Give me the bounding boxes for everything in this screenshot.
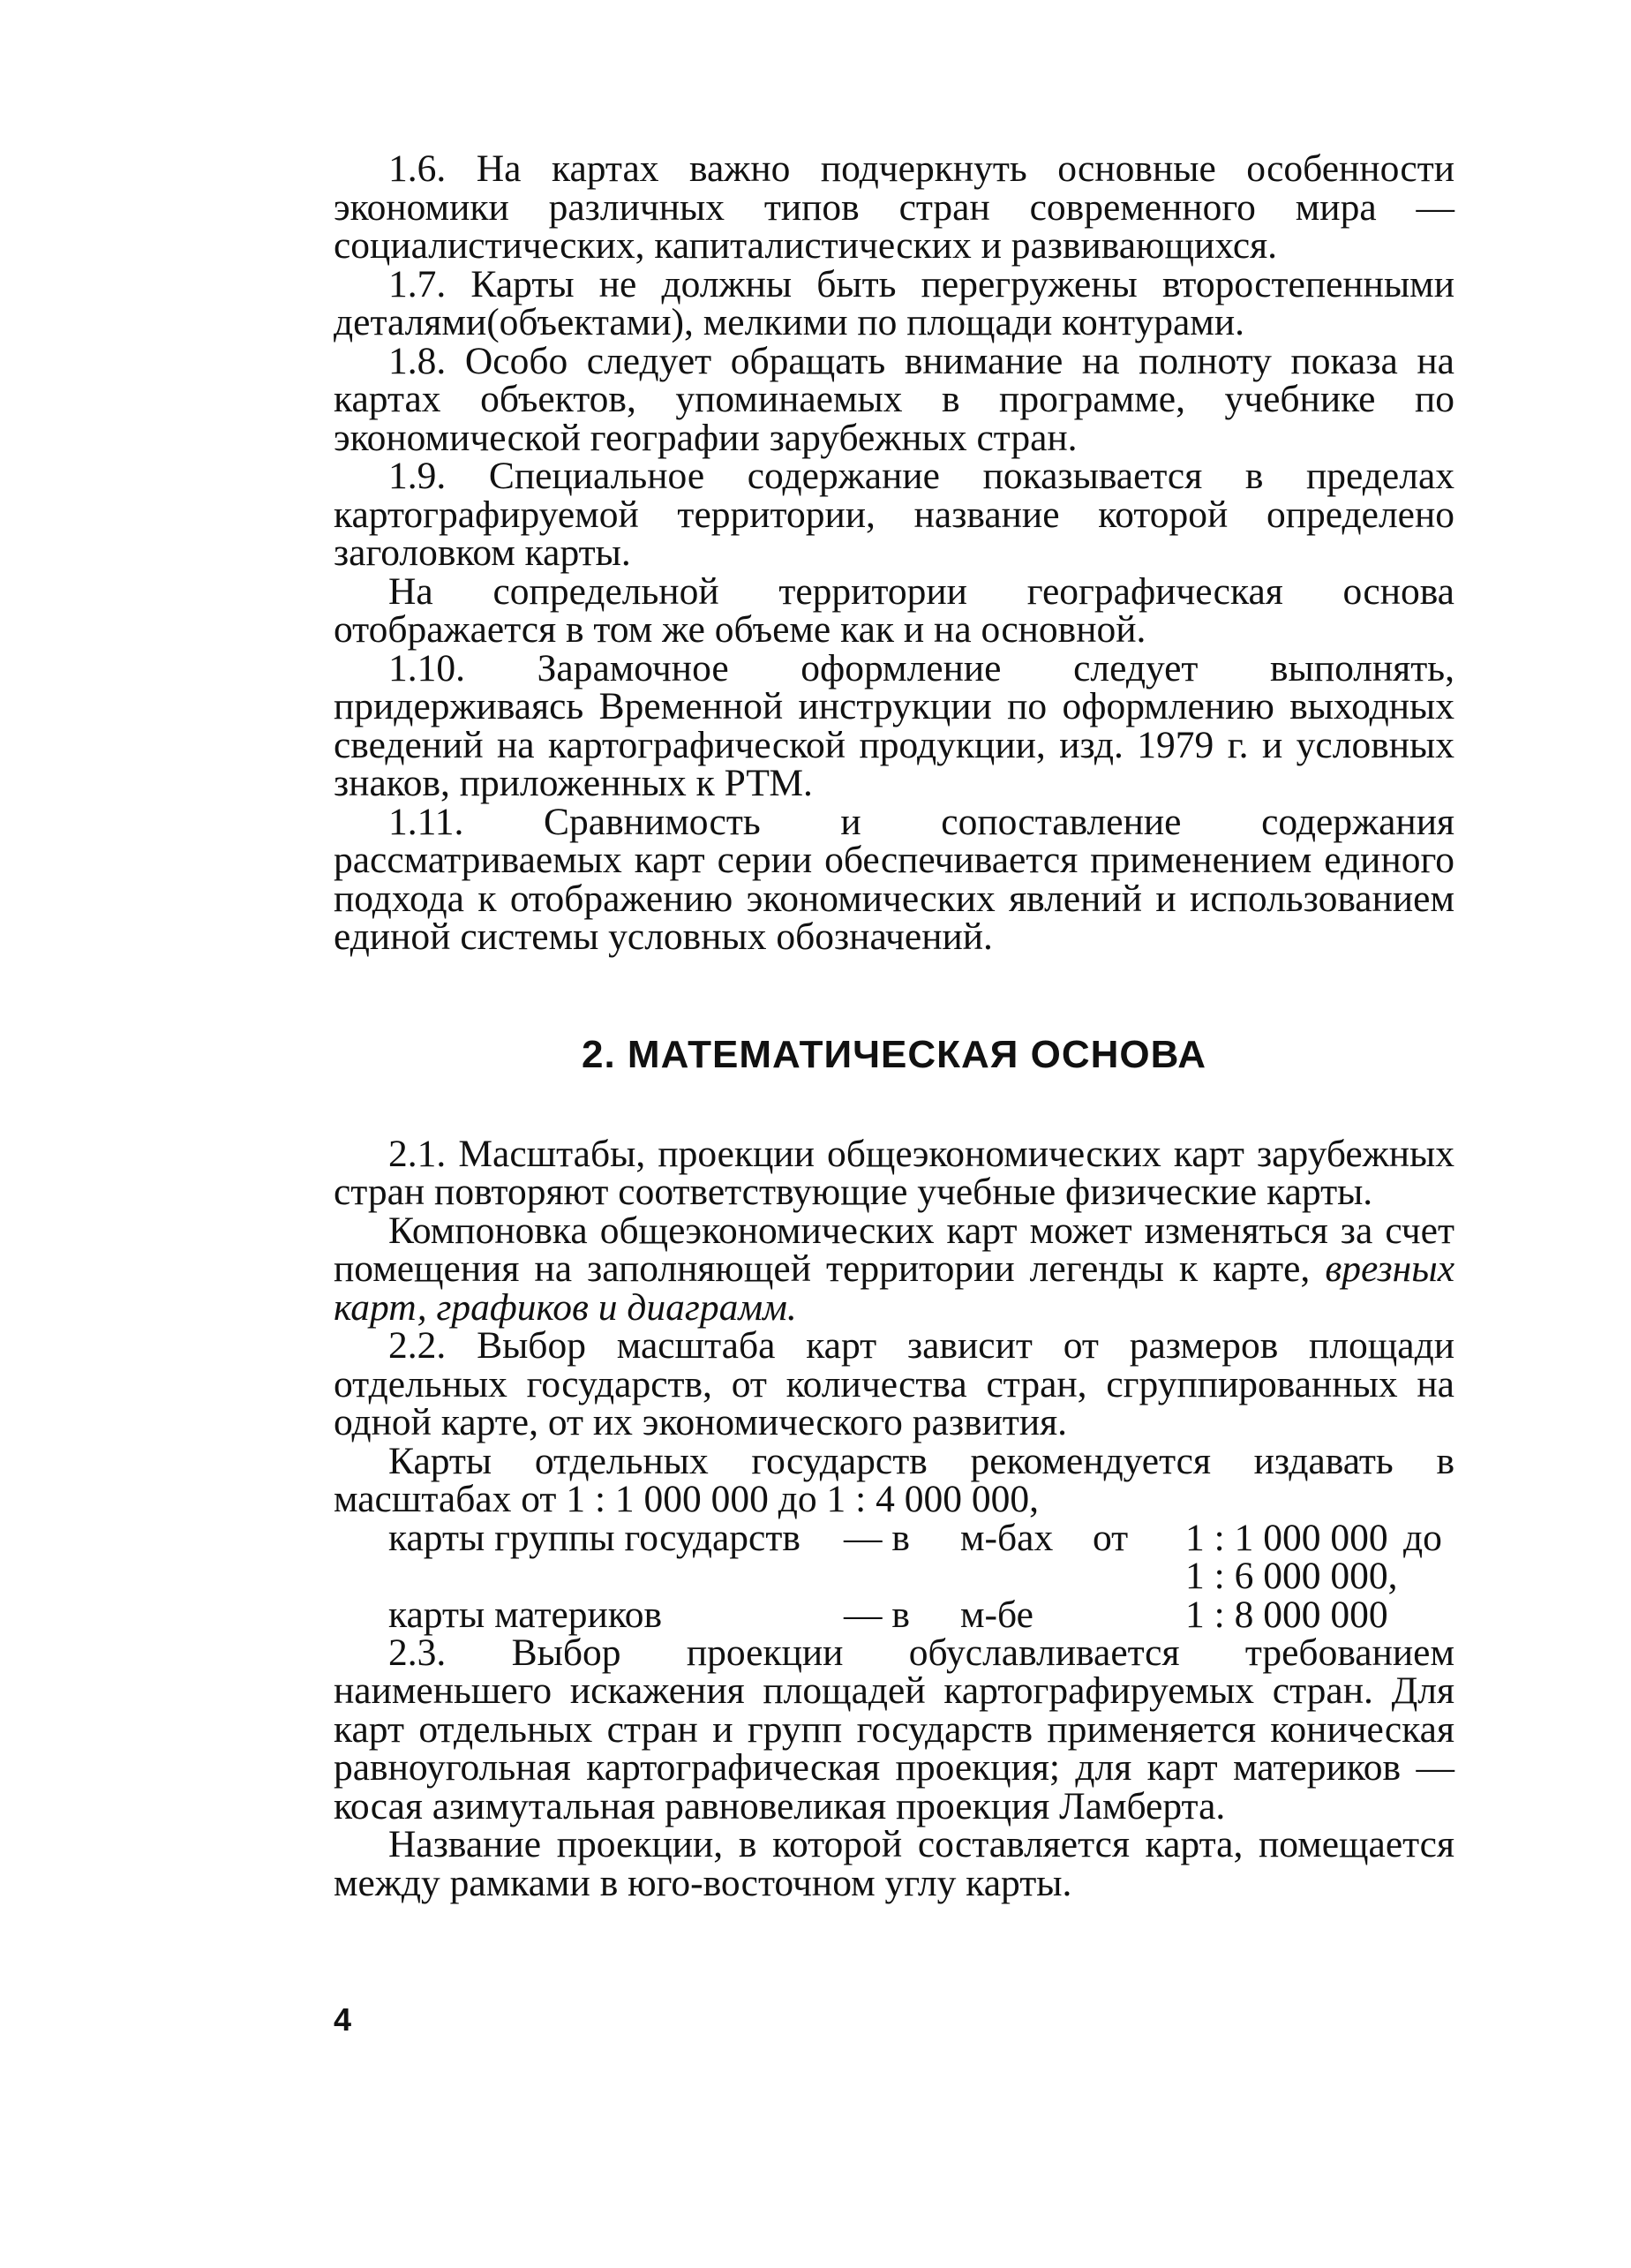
scale-row-1-dash: — в (844, 1516, 910, 1559)
scale-row-1-label: карты группы государств (388, 1516, 800, 1559)
scale-row-1-unit: м-бах (960, 1516, 1054, 1559)
page-number: 4 (334, 2001, 352, 2038)
paragraph-1-8: 1.8. Особо следует обращать внимание на полноту показа на картах объектов, упоминаемых в программе, учебнике по экономической географии зарубежных стран. (334, 339, 1454, 459)
paragraph-1-9-continued: На сопредельной территории географическая основа отображается в том же объеме как и на основной. (334, 569, 1454, 651)
paragraph-2-1: 2.1. Масштабы, проекции общеэкономических карт зарубежных стран повторяют соответствующие учебные физические карты. (334, 1132, 1454, 1213)
paragraph-1-7: 1.7. Карты не должны быть перегружены второстепенными деталями(объектами), мелкими по площади контурами. (334, 262, 1454, 343)
paragraph-1-10: 1.10. Зарамочное оформление следует выполнять, придерживаясь Временной инструкции по оформлению выходных сведений на картографической продукции, изд. 1979 г. и условных знаков, приложенных к РТМ. (334, 646, 1454, 804)
paragraph-1-9: 1.9. Специальное содержание показывается в пределах картографируемой территории, название которой определено заголовком карты. (334, 455, 1454, 574)
paragraph-1-11: 1.11. Сравнимость и сопоставление содержания рассматриваемых карт серии обеспечивается применением единого подхода к отображению экономических явлений и использованием единой системы условных обозначений. (334, 800, 1454, 958)
paragraph-2-1-layout-italic: врезных карт, графиков и диаграмм. (334, 1247, 1454, 1329)
scale-table (334, 1516, 1454, 1636)
scale-row-2-value: 1 : 8 000 000 (1185, 1593, 1388, 1636)
scale-row-1-from: от (1093, 1516, 1129, 1559)
paragraph-2-1-layout (334, 1209, 1454, 1329)
document-page (334, 147, 1454, 1904)
paragraph-2-1-layout-text: Компоновка общеэкономических карт может изменяться за счет помещения на заполняющей территории легенды к карте, (334, 1209, 1454, 1290)
paragraph-2-3: 2.3. Выбор проекции обуславливается требованием наименьшего искажения площадей картографируемых стран. Для карт отдельных стран и групп государств применяется коническая равноугольная картографическая проекция; для карт материков — косая азимутальная равновеликая проекция Ламберта. (334, 1631, 1454, 1827)
scale-row-1-value2: 1 : 6 000 000, (1185, 1554, 1398, 1597)
paragraph-2-2-scales: Карты отдельных государств рекомендуется издавать в масштабах от 1 : 1 000 000 до 1 : 4 000 000, (334, 1439, 1454, 1520)
scale-row-2-label: карты материков (388, 1593, 663, 1636)
scale-row-1-value: 1 : 1 000 000 (1185, 1516, 1388, 1559)
scale-row-2-unit: м-бе (960, 1593, 1033, 1636)
paragraph-1-6: 1.6. На картах важно подчеркнуть основные особенности экономики различных типов стран современного мира — социалистических, капиталистических и развивающихся. (334, 147, 1454, 267)
paragraph-2-3-projection-name: Название проекции, в которой составляется карта, помещается между рамками в юго-восточном углу карты. (334, 1823, 1454, 1904)
section-title: 2. МАТЕМАТИЧЕСКАЯ ОСНОВА (582, 1032, 1206, 1076)
scale-row-1-to: до (1403, 1516, 1442, 1559)
paragraph-2-2: 2.2. Выбор масштаба карт зависит от размеров площади отдельных государств, от количества стран, сгруппированных на одной карте, от их экономического развития. (334, 1324, 1454, 1443)
scale-row-2-dash: — в (844, 1593, 910, 1636)
